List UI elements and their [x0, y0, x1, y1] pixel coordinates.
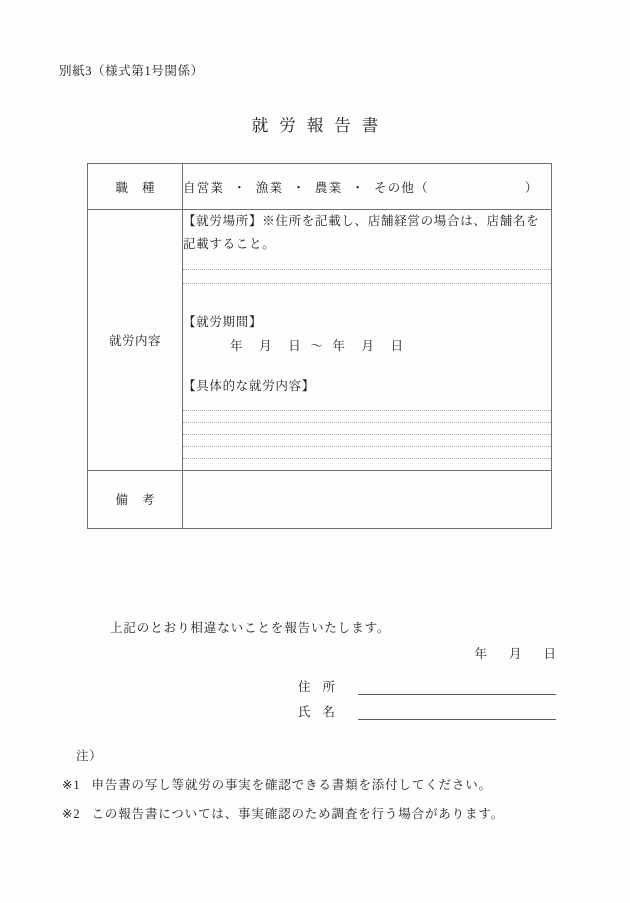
work-detail-write-line-1[interactable] — [183, 410, 551, 411]
note-marker-1: ※1 — [62, 778, 81, 792]
note-text-2: この報告書については、事実確認のため調査を行う場合があります。 — [91, 807, 505, 821]
work-detail-write-line-5[interactable] — [183, 458, 551, 459]
option-separator-1: ・ — [233, 180, 247, 195]
table-row-remarks — [88, 470, 552, 528]
job-option-self-employed[interactable]: 自営業 — [183, 180, 225, 195]
declaration-statement: 上記のとおり相違ないことを報告いたします。 — [110, 621, 391, 635]
note-marker-2: ※2 — [62, 807, 81, 821]
job-option-fishery[interactable]: 漁業 — [255, 180, 284, 195]
declaration-date-year[interactable]: 年 — [474, 647, 487, 661]
remarks-label-cell — [88, 470, 183, 528]
option-separator-3: ・ — [351, 180, 366, 195]
remarks-label: 備考 — [115, 493, 169, 507]
period-range-tilde: ～ — [310, 339, 324, 354]
work-place-heading: 【就労場所】※住所を記載し、店舗経営の場合は、店舗名を記載すること。 — [183, 214, 540, 252]
period-end-year[interactable]: 年 — [332, 339, 346, 354]
note-text-1: 申告書の写し等就労の事実を確認できる書類を添付してください。 — [91, 778, 492, 792]
document-reference: 別紙3（様式第1号関係） — [59, 64, 204, 78]
name-label-wrap — [286, 702, 346, 720]
note-item-1 — [62, 775, 504, 793]
signature-block — [286, 670, 556, 720]
name-input-line[interactable] — [358, 704, 556, 720]
page-title: 就労報告書 — [251, 116, 390, 135]
address-row — [286, 670, 556, 695]
work-content-label-cell — [88, 210, 183, 471]
work-place-write-line-1[interactable] — [183, 269, 551, 270]
address-input-line[interactable] — [358, 679, 556, 695]
job-type-label-cell — [88, 164, 183, 210]
address-label: 住所 — [298, 680, 348, 694]
job-option-agriculture[interactable]: 農業 — [314, 180, 343, 195]
period-start-month[interactable]: 月 — [259, 339, 273, 354]
table-row-work-content — [88, 210, 552, 471]
work-content-cell — [183, 210, 552, 471]
work-report-table — [87, 163, 552, 529]
job-type-label: 職種 — [115, 180, 169, 195]
work-period-heading: 【就労期間】 — [183, 315, 263, 330]
declaration-date-month[interactable]: 月 — [508, 647, 522, 661]
spacer-after-period — [183, 354, 551, 375]
work-detail-write-line-2[interactable] — [183, 422, 551, 423]
name-row — [286, 695, 556, 720]
declaration-date-fields[interactable] — [0, 644, 556, 662]
notes-section — [62, 746, 504, 833]
period-end-day[interactable]: 日 — [390, 339, 404, 354]
name-label: 氏名 — [298, 705, 348, 719]
work-content-label: 就労内容 — [108, 333, 161, 348]
work-place-write-line-2[interactable] — [183, 283, 551, 284]
spacer-after-place — [183, 296, 551, 311]
job-type-options-cell[interactable] — [183, 164, 552, 210]
job-option-other-close: ） — [524, 180, 539, 195]
work-detail-write-line-3[interactable] — [183, 434, 551, 435]
period-end-month[interactable]: 月 — [361, 339, 375, 354]
period-start-year[interactable]: 年 — [230, 339, 244, 354]
note-item-2 — [62, 804, 504, 822]
table-row-job-type — [88, 164, 552, 210]
work-detail-write-line-4[interactable] — [183, 446, 551, 447]
address-label-wrap — [286, 677, 346, 695]
period-start-day[interactable]: 日 — [288, 339, 302, 354]
remarks-value-cell[interactable] — [183, 470, 552, 528]
notes-heading: 注） — [76, 749, 103, 763]
work-detail-heading: 【具体的な就労内容】 — [183, 379, 316, 394]
option-separator-2: ・ — [292, 180, 306, 195]
declaration-date-day[interactable]: 日 — [543, 647, 556, 661]
work-period-fields[interactable] — [183, 336, 551, 354]
job-option-other-open[interactable]: その他（ — [374, 180, 429, 195]
